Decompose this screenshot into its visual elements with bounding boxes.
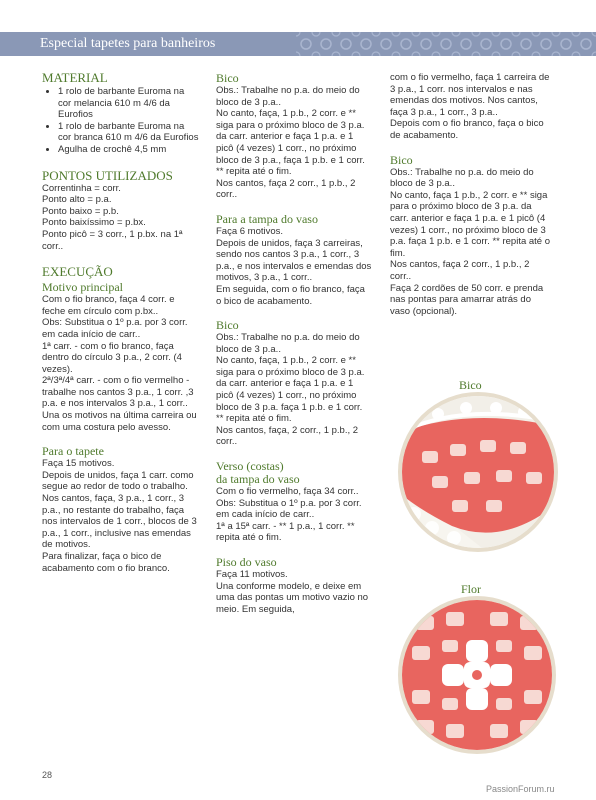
instruction-line: No canto, faça 1 p.b., 2 corr. e ** siga para o próximo bloco de 3 p.a. da carr. anterior e faça 1 p.a. e 1 picô (4 vezes) 1 corr., no próximo bloco de 3 p.a. faça 1 p.b. e 1 corr. ** repita até o fim.	[390, 189, 551, 259]
ponto-line: Ponto baixo = p.b.	[42, 205, 119, 217]
instruction-line: Em seguida, com o fio branco, faça o bico de acabamento.	[216, 283, 365, 307]
bico-heading: Bico	[216, 318, 239, 333]
instruction-line: Depois de unidos, faça 3 carreiras, sendo nos cantos 3 p.a., 1 corr., 3 p.a., e nos intervalos e emendas dos motivos, 3 p.a., 1 corr..	[216, 237, 372, 284]
bico-heading: Bico	[216, 71, 239, 85]
motivo-heading: Motivo principal	[42, 280, 123, 295]
lace-pattern-decoration	[296, 32, 596, 56]
header-banner	[0, 32, 596, 56]
instruction-line: Faça 6 motivos.	[216, 225, 284, 237]
column-1	[42, 70, 200, 574]
flor-crochet-illustration	[402, 600, 552, 750]
ponto-line: Ponto picô = 3 corr., 1 p.bx. na 1ª corr..	[42, 228, 183, 252]
bico-crochet-illustration	[402, 396, 554, 548]
material-item: • 1 rolo de barbante Euroma na cor branca 610 m 4/6 da Eurofios	[58, 121, 200, 144]
page-number: 28	[42, 770, 53, 780]
instruction-line: com o fio vermelho, faça 1 carreira de 3 p.a., 1 corr. nos intervalos e nas emendas dos motivos. Nos cantos, faça 3 p.a., 1 corr., 3 p.a..	[390, 72, 550, 118]
material-list	[42, 86, 200, 156]
instruction-line: Una conforme modelo, e deixe em uma das pontas um motivo vazio no meio. Em seguida,	[216, 580, 369, 615]
piso-heading: Piso do vaso	[216, 555, 277, 569]
bico-photo	[398, 392, 558, 552]
instruction-line: Nos cantos, faça 2 corr., 1 p.b., 2 corr..	[390, 259, 530, 282]
instruction-line: No canto, faça, 1 p.b., 2 corr. e ** siga para o próximo bloco de 3 p.a. da carr. anterior e faça 1 p.a. e 1 picô (4 vezes) 1 corr., no próximo bloco de 3 p.a., faça 1 p.b. e 1 corr. ** repita até o fim.	[216, 108, 365, 178]
instruction-line: Para finalizar, faça o bico de acabamento com o fio branco.	[42, 551, 170, 574]
ponto-line: Ponto baixíssimo = p.bx.	[42, 217, 146, 229]
instruction-line: No canto, faça, 1 p.b., 2 corr. e ** siga para o próximo bloco de 3 p.a. da carr. anterior e faça 1 p.a. e 1 picô (4 vezes) 1 corr., no próximo bloco de 3 p.a. faça 1 p.b. e 1 corr. ** repita até o fim.	[216, 355, 365, 425]
instruction-line: 1ª carr. - com o fio branco, faça dentro do círculo 3 p.a., 2 corr. (4 vezes).	[42, 340, 182, 375]
tapete-heading: Para o tapete	[42, 444, 104, 459]
instruction-line: Nos cantos, faça, 2 corr., 1 p.b., 2 corr..	[216, 424, 359, 448]
pontos-heading: PONTOS UTILIZADOS	[42, 167, 173, 183]
instruction-line: 1ª a 15ª carr. - ** 1 p.a., 1 corr. ** repita até o fim.	[216, 520, 355, 544]
section-title: Especial tapetes para banheiros	[40, 36, 216, 51]
instruction-line: 2ª/3ª/4ª carr. - com o fio vermelho - trabalhe nos cantos 3 p.a., 1 corr. ,3 p.a. e nos intervalos 3 p.a., 1 corr..	[42, 375, 194, 410]
verso-heading: Verso (costas)	[216, 459, 284, 474]
flor-photo	[398, 596, 556, 754]
instruction-line: Obs: Substitua o 1º p.a. por 3 corr. em cada início de carr..	[216, 497, 362, 521]
bico-photo-label: Bico	[459, 378, 482, 392]
tampa-heading: Para a tampa do vaso	[216, 211, 318, 226]
instruction-line: Obs: Substitua o 1º p.a. por 3 corr. em cada início de carr..	[42, 317, 188, 340]
verso-heading-line2: da tampa do vaso	[216, 472, 300, 487]
ponto-line: Correntinha = corr.	[42, 182, 121, 194]
instruction-line: Nos cantos, faça 2 corr., 1 p.b., 2 corr..	[216, 177, 356, 201]
watermark: PassionForum.ru	[486, 784, 555, 794]
instruction-line: Obs.: Trabalhe no p.a. do meio do bloco de 3 p.a..	[216, 332, 360, 355]
instruction-line: Depois com o fio branco, faça o bico de acabamento.	[390, 118, 544, 141]
ponto-line: Ponto alto = p.a.	[42, 194, 112, 206]
material-item: • 1 rolo de barbante Euroma na cor melancia 610 m 4/6 da Eurofios	[58, 86, 200, 121]
material-item: • Agulha de crochê 4,5 mm	[58, 144, 200, 156]
instruction-line: Faça 2 cordões de 50 corr. e prenda nas pontas para amarrar atrás do vaso (opcional).	[390, 282, 544, 317]
instruction-line: Faça 11 motivos.	[216, 569, 288, 580]
instruction-line: Una os motivos na última carreira ou com uma costura pelo avesso.	[42, 410, 197, 433]
instruction-line: Depois de unidos, faça 1 carr. como segue ao redor de todo o trabalho.	[42, 469, 194, 493]
bico-heading: Bico	[390, 152, 413, 167]
instruction-line: Obs.: Trabalhe no p.a. do meio do bloco de 3 p.a..	[216, 85, 360, 108]
instruction-line: Com o fio vermelho, faça 34 corr..	[216, 486, 359, 498]
instruction-line: Obs.: Trabalhe no p.a. do meio do bloco de 3 p.a..	[390, 166, 534, 190]
instruction-line: Nos cantos, faça, 3 p.a., 1 corr., 3 p.a., no restante do trabalho, faça nos intervalos de 1 corr., blocos de 3 p.a., 1 corr., inclusive nas emendas de motivos.	[42, 493, 197, 551]
flor-photo-label: Flor	[461, 582, 482, 596]
column-3	[390, 72, 550, 317]
material-heading: MATERIAL	[42, 70, 108, 85]
execucao-heading: EXECUÇÃO	[42, 264, 113, 280]
instruction-line: Com o fio branco, faça 4 corr. e feche em círculo com p.bx..	[42, 294, 175, 317]
column-2	[216, 72, 372, 615]
instruction-line: Faça 15 motivos.	[42, 458, 115, 470]
